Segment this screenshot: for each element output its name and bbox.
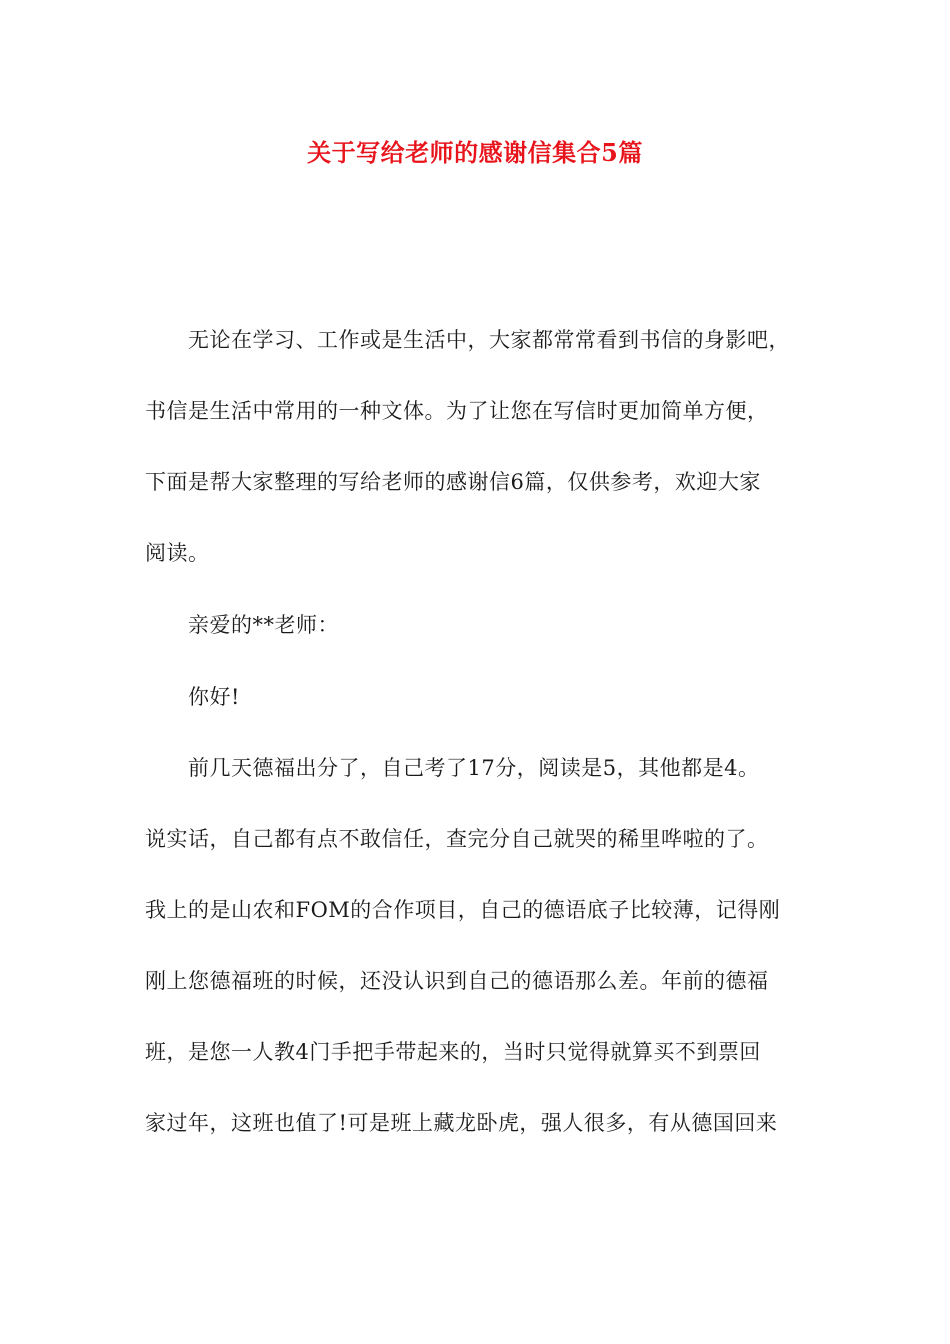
text-line: 前几天德福出分了，自己考了17分，阅读是5，其他都是4。 [188, 756, 760, 780]
intro-paragraph [145, 305, 825, 589]
text-line: 家过年，这班也值了!可是班上藏龙卧虎，强人很多，有从德国回来 [145, 1111, 778, 1135]
body-paragraph [145, 733, 825, 1159]
text-line: 班，是您一人教4门手把手带起来的，当时只觉得就算买不到票回 [145, 1040, 761, 1064]
greeting-paragraph [145, 662, 825, 733]
text-line: 下面是帮大家整理的写给老师的感谢信6篇，仅供参考，欢迎大家 [145, 470, 761, 494]
salutation-paragraph [145, 590, 825, 661]
text-line: 无论在学习、工作或是生活中，大家都常常看到书信的身影吧， [188, 328, 790, 352]
text-line: 刚上您德福班的时候，还没认识到自己的德语那么差。年前的德福 [145, 969, 769, 993]
text-line: 我上的是山农和FOM的合作项目，自己的德语底子比较薄，记得刚 [145, 898, 781, 922]
text-line: 说实话，自己都有点不敢信任，查完分自己就哭的稀里哗啦的了。 [145, 827, 769, 851]
text-line: 阅读。 [145, 541, 210, 565]
greeting: 你好! [188, 685, 240, 709]
text-line: 书信是生活中常用的一种文体。为了让您在写信时更加简单方便， [145, 399, 769, 423]
document-title: 关于写给老师的感谢信集合5篇 [307, 138, 643, 167]
salutation: 亲爱的**老师： [188, 613, 339, 637]
